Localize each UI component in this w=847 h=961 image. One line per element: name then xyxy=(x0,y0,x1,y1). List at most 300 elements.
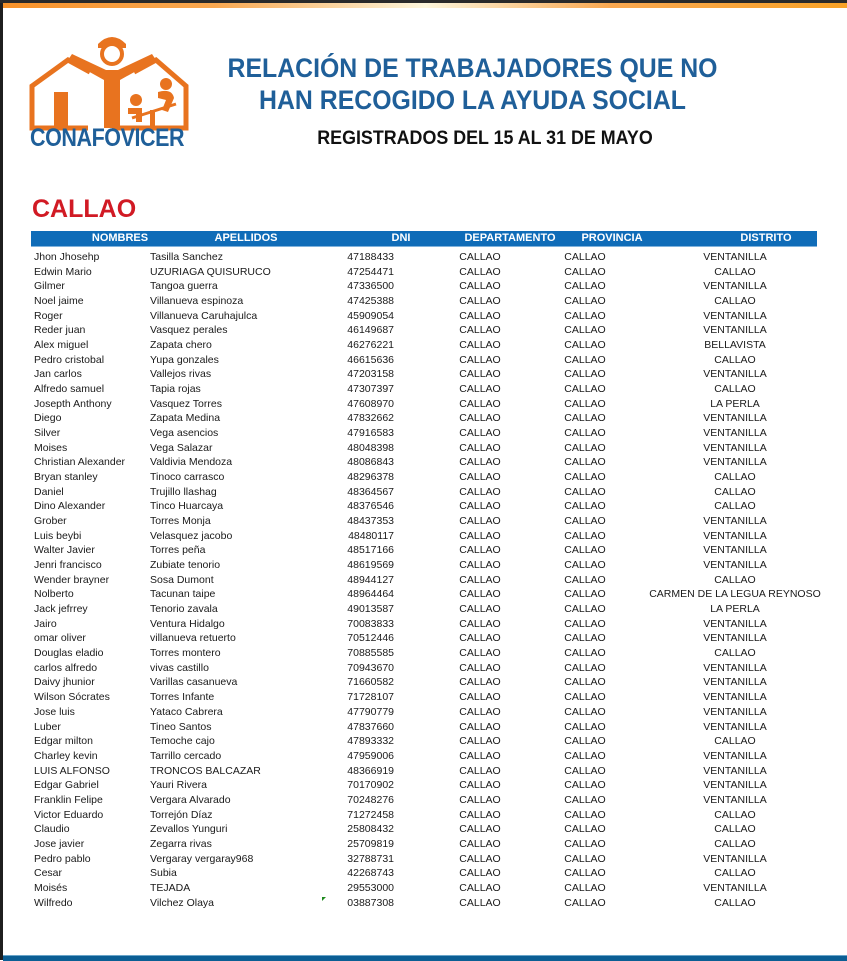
cell-nombres: Claudio xyxy=(34,823,70,836)
cell-distrito: CALLAO xyxy=(714,500,756,513)
cell-dni: 48437353 xyxy=(347,515,394,528)
table-row xyxy=(0,690,847,705)
cell-departamento: CALLAO xyxy=(459,456,501,469)
cell-nombres: Cesar xyxy=(34,867,63,880)
cell-dni: 48619569 xyxy=(347,559,394,572)
cell-dni: 48364567 xyxy=(347,485,394,498)
cell-dni: 47916583 xyxy=(347,427,394,440)
cell-distrito: VENTANILLA xyxy=(703,632,767,645)
cell-distrito: CALLAO xyxy=(714,735,756,748)
cell-apellidos: TEJADA xyxy=(150,881,191,894)
cell-apellidos: Torrejón Díaz xyxy=(150,808,213,821)
table-header xyxy=(31,231,817,247)
cell-nombres: Dino Alexander xyxy=(34,500,106,513)
cell-nombres: LUIS ALFONSO xyxy=(34,764,110,777)
cell-dni: 48944127 xyxy=(347,573,394,586)
table-row xyxy=(0,353,847,368)
cell-apellidos: Valdivia Mendoza xyxy=(150,456,233,469)
cell-nombres: carlos alfredo xyxy=(34,661,98,674)
cell-apellidos: Vasquez perales xyxy=(150,324,228,337)
cell-departamento: CALLAO xyxy=(459,588,501,601)
cell-distrito: VENTANILLA xyxy=(703,427,767,440)
cell-distrito: VENTANILLA xyxy=(703,368,767,381)
cell-provincia: CALLAO xyxy=(564,544,606,557)
table-row xyxy=(0,602,847,617)
cell-nombres: Reder juan xyxy=(34,324,86,337)
table-row xyxy=(0,529,847,544)
cell-apellidos: Vergaray vergaray968 xyxy=(150,852,254,865)
table-row xyxy=(0,294,847,309)
table-row xyxy=(0,470,847,485)
column-header-dni: DNI xyxy=(391,232,411,244)
cell-distrito: VENTANILLA xyxy=(703,544,767,557)
cell-dni: 48296378 xyxy=(347,471,394,484)
cell-dni: 29553000 xyxy=(347,881,394,894)
cell-dni: 25709819 xyxy=(347,837,394,850)
cell-provincia: CALLAO xyxy=(564,573,606,586)
table-row xyxy=(0,837,847,852)
cell-provincia: CALLAO xyxy=(564,397,606,410)
cell-provincia: CALLAO xyxy=(564,823,606,836)
cell-departamento: CALLAO xyxy=(459,603,501,616)
cell-distrito: VENTANILLA xyxy=(703,529,767,542)
cell-nombres: Bryan stanley xyxy=(34,471,98,484)
table-row xyxy=(0,441,847,456)
cell-distrito: VENTANILLA xyxy=(703,720,767,733)
cell-provincia: CALLAO xyxy=(564,749,606,762)
table-body xyxy=(0,250,847,910)
cell-dni: 48376546 xyxy=(347,500,394,513)
cell-distrito: VENTANILLA xyxy=(703,251,767,263)
cell-departamento: CALLAO xyxy=(459,661,501,674)
cell-dni: 48964464 xyxy=(347,588,394,601)
column-header-apellidos: APELLIDOS xyxy=(214,232,278,244)
cell-nombres: Edwin Mario xyxy=(34,265,92,278)
cell-distrito: CALLAO xyxy=(714,573,756,586)
cell-nombres: Wilson Sócrates xyxy=(34,691,110,704)
top-gradient-bar xyxy=(3,3,847,8)
cell-provincia: CALLAO xyxy=(564,661,606,674)
table-row xyxy=(0,397,847,412)
cell-provincia: CALLAO xyxy=(564,515,606,528)
cell-dni: 70512446 xyxy=(347,632,394,645)
cell-nombres: Wender brayner xyxy=(34,573,110,586)
cell-apellidos: Vasquez Torres xyxy=(150,397,222,410)
cell-nombres: Victor Eduardo xyxy=(34,808,104,821)
cell-distrito: VENTANILLA xyxy=(703,661,767,674)
cell-distrito: VENTANILLA xyxy=(703,309,767,322)
cell-dni: 70083833 xyxy=(347,617,394,630)
cell-departamento: CALLAO xyxy=(459,383,501,396)
cell-departamento: CALLAO xyxy=(459,559,501,572)
table-row xyxy=(0,543,847,558)
cell-distrito: CARMEN DE LA LEGUA REYNOSO xyxy=(649,588,821,601)
cell-apellidos: Tineo Santos xyxy=(150,720,212,733)
table-row xyxy=(0,808,847,823)
cell-departamento: CALLAO xyxy=(459,441,501,454)
cell-dni: 47893332 xyxy=(347,735,394,748)
cell-departamento: CALLAO xyxy=(459,544,501,557)
table-row xyxy=(0,558,847,573)
cell-nombres: Nolberto xyxy=(34,588,74,601)
table-row xyxy=(0,793,847,808)
table-row xyxy=(0,455,847,470)
cell-dni: 46276221 xyxy=(347,339,394,352)
cell-departamento: CALLAO xyxy=(459,280,501,293)
cell-nombres: Luis beybi xyxy=(34,529,82,542)
cell-apellidos: TRONCOS BALCAZAR xyxy=(150,764,261,777)
cell-nombres: Grober xyxy=(34,515,67,528)
cell-provincia: CALLAO xyxy=(564,295,606,308)
cell-apellidos: Varillas casanueva xyxy=(150,676,238,689)
cell-departamento: CALLAO xyxy=(459,881,501,894)
cell-nombres: Jan carlos xyxy=(34,368,82,381)
table-row xyxy=(0,661,847,676)
cell-departamento: CALLAO xyxy=(459,353,501,366)
table-row xyxy=(0,705,847,720)
cell-apellidos: Villanueva Caruhajulca xyxy=(150,309,258,322)
cell-nombres: Gilmer xyxy=(34,280,65,293)
cell-provincia: CALLAO xyxy=(564,808,606,821)
cell-apellidos: UZURIAGA QUISURUCO xyxy=(150,265,271,278)
column-header-departamento: DEPARTAMENTO xyxy=(464,232,556,244)
cell-nombres: Jack jefrrey xyxy=(34,603,88,616)
cell-distrito: CALLAO xyxy=(714,265,756,278)
table-row xyxy=(0,309,847,324)
cell-provincia: CALLAO xyxy=(564,764,606,777)
cell-distrito: VENTANILLA xyxy=(703,749,767,762)
cell-provincia: CALLAO xyxy=(564,324,606,337)
cell-apellidos: Tasilla Sanchez xyxy=(150,251,223,263)
cell-provincia: CALLAO xyxy=(564,779,606,792)
cell-marker xyxy=(322,897,326,901)
table-row xyxy=(0,881,847,896)
cell-departamento: CALLAO xyxy=(459,808,501,821)
cell-nombres: Silver xyxy=(34,427,61,440)
table-row xyxy=(0,573,847,588)
cell-provincia: CALLAO xyxy=(564,705,606,718)
cell-departamento: CALLAO xyxy=(459,515,501,528)
cell-provincia: CALLAO xyxy=(564,735,606,748)
cell-departamento: CALLAO xyxy=(459,251,501,263)
logo-text: CONAFOVICER xyxy=(30,124,185,152)
cell-apellidos: Tinco Huarcaya xyxy=(150,500,224,513)
cell-dni: 70885585 xyxy=(347,647,394,660)
cell-provincia: CALLAO xyxy=(564,309,606,322)
cell-dni: 47203158 xyxy=(347,368,394,381)
cell-nombres: Edgar milton xyxy=(34,735,93,748)
cell-nombres: Christian Alexander xyxy=(34,456,126,469)
cell-apellidos: Vega asencios xyxy=(150,427,219,440)
cell-distrito: VENTANILLA xyxy=(703,705,767,718)
cell-dni: 42268743 xyxy=(347,867,394,880)
cell-apellidos: Vallejos rivas xyxy=(150,368,212,381)
cell-provincia: CALLAO xyxy=(564,720,606,733)
cell-apellidos: Torres Infante xyxy=(150,691,215,704)
table-row xyxy=(0,675,847,690)
cell-dni: 49013587 xyxy=(347,603,394,616)
cell-apellidos: Subia xyxy=(150,867,177,880)
cell-apellidos: Villanueva espinoza xyxy=(150,295,244,308)
table-row xyxy=(0,866,847,881)
cell-distrito: CALLAO xyxy=(714,896,756,909)
cell-departamento: CALLAO xyxy=(459,793,501,806)
cell-provincia: CALLAO xyxy=(564,691,606,704)
cell-distrito: CALLAO xyxy=(714,485,756,498)
cell-provincia: CALLAO xyxy=(564,647,606,660)
cell-provincia: CALLAO xyxy=(564,896,606,909)
cell-dni: 47336500 xyxy=(347,280,394,293)
cell-nombres: Franklin Felipe xyxy=(34,793,103,806)
table-row xyxy=(0,338,847,353)
cell-nombres: Alfredo samuel xyxy=(34,383,105,396)
table-row xyxy=(0,852,847,867)
cell-apellidos: Yataco Cabrera xyxy=(150,705,223,718)
cell-provincia: CALLAO xyxy=(564,588,606,601)
table-row xyxy=(0,367,847,382)
cell-departamento: CALLAO xyxy=(459,632,501,645)
bottom-bar xyxy=(3,955,847,961)
cell-apellidos: Tinoco carrasco xyxy=(150,471,225,484)
cell-departamento: CALLAO xyxy=(459,720,501,733)
cell-nombres: Wilfredo xyxy=(34,896,73,909)
cell-nombres: Jhon Jhosehp xyxy=(34,251,100,263)
table-row xyxy=(0,617,847,632)
cell-apellidos: Tarrillo cercado xyxy=(150,749,222,762)
cell-departamento: CALLAO xyxy=(459,529,501,542)
cell-departamento: CALLAO xyxy=(459,324,501,337)
table-row xyxy=(0,822,847,837)
cell-nombres: Moisés xyxy=(34,881,68,894)
cell-distrito: BELLAVISTA xyxy=(704,339,766,352)
cell-provincia: CALLAO xyxy=(564,368,606,381)
cell-distrito: VENTANILLA xyxy=(703,412,767,425)
logo-door xyxy=(54,92,68,128)
cell-apellidos: Ventura Hidalgo xyxy=(150,617,225,630)
cell-departamento: CALLAO xyxy=(459,823,501,836)
title-line-1: RELACIÓN DE TRABAJADORES QUE NO xyxy=(227,53,718,83)
cell-apellidos: Vega Salazar xyxy=(150,441,213,454)
cell-nombres: Luber xyxy=(34,720,61,733)
table-row xyxy=(0,646,847,661)
cell-dni: 71728107 xyxy=(347,691,394,704)
cell-distrito: VENTANILLA xyxy=(703,793,767,806)
cell-apellidos: Torres peña xyxy=(150,544,206,557)
cell-distrito: CALLAO xyxy=(714,837,756,850)
cell-distrito: LA PERLA xyxy=(710,603,760,616)
column-header-distrito: DISTRITO xyxy=(740,232,792,244)
cell-departamento: CALLAO xyxy=(459,471,501,484)
cell-distrito: CALLAO xyxy=(714,353,756,366)
cell-departamento: CALLAO xyxy=(459,779,501,792)
table-row xyxy=(0,631,847,646)
cell-departamento: CALLAO xyxy=(459,412,501,425)
cell-dni: 47307397 xyxy=(347,383,394,396)
cell-provincia: CALLAO xyxy=(564,500,606,513)
cell-distrito: CALLAO xyxy=(714,471,756,484)
table-row xyxy=(0,411,847,426)
cell-apellidos: Zegarra rivas xyxy=(150,837,212,850)
cell-distrito: VENTANILLA xyxy=(703,456,767,469)
cell-provincia: CALLAO xyxy=(564,485,606,498)
cell-apellidos: Velasquez jacobo xyxy=(150,529,233,542)
cell-departamento: CALLAO xyxy=(459,309,501,322)
cell-dni: 70943670 xyxy=(347,661,394,674)
cell-provincia: CALLAO xyxy=(564,339,606,352)
title-line-2: HAN RECOGIDO LA AYUDA SOCIAL xyxy=(259,85,686,115)
cell-provincia: CALLAO xyxy=(564,427,606,440)
cell-dni: 48480117 xyxy=(348,529,394,542)
table-row xyxy=(0,382,847,397)
table-row xyxy=(0,734,847,749)
table-row xyxy=(0,279,847,294)
cell-departamento: CALLAO xyxy=(459,427,501,440)
cell-nombres: Pedro pablo xyxy=(34,852,91,865)
cell-departamento: CALLAO xyxy=(459,676,501,689)
cell-departamento: CALLAO xyxy=(459,852,501,865)
cell-provincia: CALLAO xyxy=(564,632,606,645)
cell-departamento: CALLAO xyxy=(459,265,501,278)
cell-dni: 47790779 xyxy=(347,705,394,718)
cell-provincia: CALLAO xyxy=(564,251,606,263)
cell-dni: 47959006 xyxy=(347,749,394,762)
column-header-nombres: NOMBRES xyxy=(91,232,149,244)
table-row xyxy=(0,499,847,514)
cell-dni: 70248276 xyxy=(347,793,394,806)
cell-provincia: CALLAO xyxy=(564,852,606,865)
cell-provincia: CALLAO xyxy=(564,412,606,425)
cell-distrito: CALLAO xyxy=(714,823,756,836)
cell-departamento: CALLAO xyxy=(459,837,501,850)
cell-apellidos: Tangoa guerra xyxy=(150,280,218,293)
cell-dni: 47837660 xyxy=(347,720,394,733)
cell-distrito: CALLAO xyxy=(714,295,756,308)
cell-apellidos: villanueva retuerto xyxy=(150,632,236,645)
cell-dni: 47188433 xyxy=(347,251,394,263)
cell-nombres: Jose javier xyxy=(34,837,85,850)
table-row xyxy=(0,896,847,911)
cell-distrito: CALLAO xyxy=(714,647,756,660)
cell-nombres: Daniel xyxy=(34,485,64,498)
cell-dni: 32788731 xyxy=(347,852,394,865)
cell-dni: 48366919 xyxy=(347,764,394,777)
cell-distrito: VENTANILLA xyxy=(703,852,767,865)
cell-dni: 03887308 xyxy=(347,896,394,909)
cell-apellidos: Zapata Medina xyxy=(150,412,221,425)
cell-departamento: CALLAO xyxy=(459,573,501,586)
cell-nombres: Edgar Gabriel xyxy=(34,779,99,792)
cell-dni: 25808432 xyxy=(347,823,394,836)
cell-dni: 47608970 xyxy=(347,397,394,410)
cell-distrito: VENTANILLA xyxy=(703,280,767,293)
cell-nombres: Diego xyxy=(34,412,62,425)
cell-provincia: CALLAO xyxy=(564,353,606,366)
cell-dni: 47254471 xyxy=(347,265,394,278)
cell-apellidos: Zevallos Yunguri xyxy=(150,823,228,836)
cell-apellidos: Vergara Alvarado xyxy=(150,793,231,806)
cell-apellidos: Torres montero xyxy=(150,647,221,660)
cell-dni: 48048398 xyxy=(347,441,394,454)
cell-provincia: CALLAO xyxy=(564,617,606,630)
cell-dni: 46615636 xyxy=(347,353,394,366)
cell-provincia: CALLAO xyxy=(564,676,606,689)
cell-nombres: Noel jaime xyxy=(34,295,84,308)
cell-departamento: CALLAO xyxy=(459,295,501,308)
cell-departamento: CALLAO xyxy=(459,647,501,660)
cell-apellidos: Yupa gonzales xyxy=(150,353,219,366)
cell-provincia: CALLAO xyxy=(564,793,606,806)
column-header-provincia: PROVINCIA xyxy=(581,232,643,244)
cell-departamento: CALLAO xyxy=(459,749,501,762)
cell-nombres: Douglas eladio xyxy=(34,647,104,660)
cell-provincia: CALLAO xyxy=(564,471,606,484)
table-row xyxy=(0,250,847,265)
cell-nombres: Charley kevin xyxy=(34,749,98,762)
cell-departamento: CALLAO xyxy=(459,705,501,718)
cell-provincia: CALLAO xyxy=(564,867,606,880)
cell-departamento: CALLAO xyxy=(459,896,501,909)
cell-distrito: VENTANILLA xyxy=(703,676,767,689)
cell-apellidos: Zapata chero xyxy=(150,339,212,352)
cell-nombres: omar oliver xyxy=(34,632,86,645)
cell-distrito: CALLAO xyxy=(714,808,756,821)
cell-nombres: Alex miguel xyxy=(34,339,89,352)
table-row xyxy=(0,749,847,764)
cell-nombres: Josepth Anthony xyxy=(34,397,112,410)
table-row xyxy=(0,323,847,338)
table-row xyxy=(0,778,847,793)
cell-provincia: CALLAO xyxy=(564,441,606,454)
cell-apellidos: vivas castillo xyxy=(150,661,209,674)
cell-nombres: Daivy jhunior xyxy=(34,676,95,689)
cell-dni: 48086843 xyxy=(347,456,394,469)
cell-distrito: VENTANILLA xyxy=(703,559,767,572)
cell-apellidos: Tapia rojas xyxy=(150,383,201,396)
cell-dni: 70170902 xyxy=(347,779,394,792)
cell-departamento: CALLAO xyxy=(459,691,501,704)
cell-apellidos: Torres Monja xyxy=(150,515,211,528)
cell-apellidos: Tacunan taipe xyxy=(150,588,216,601)
cell-apellidos: Trujillo llashag xyxy=(150,485,217,498)
cell-provincia: CALLAO xyxy=(564,265,606,278)
cell-dni: 48517166 xyxy=(347,544,394,557)
cell-departamento: CALLAO xyxy=(459,339,501,352)
cell-dni: 47425388 xyxy=(347,295,394,308)
table-row xyxy=(0,720,847,735)
page-title xyxy=(222,52,723,116)
cell-distrito: VENTANILLA xyxy=(703,764,767,777)
cell-provincia: CALLAO xyxy=(564,837,606,850)
cell-nombres: Jairo xyxy=(34,617,57,630)
cell-dni: 71272458 xyxy=(347,808,394,821)
table-row xyxy=(0,426,847,441)
cell-apellidos: Yauri Rivera xyxy=(150,779,207,792)
cell-departamento: CALLAO xyxy=(459,500,501,513)
cell-dni: 47832662 xyxy=(347,412,394,425)
cell-distrito: LA PERLA xyxy=(710,397,760,410)
cell-distrito: VENTANILLA xyxy=(703,515,767,528)
cell-distrito: CALLAO xyxy=(714,867,756,880)
cell-nombres: Jenri francisco xyxy=(34,559,102,572)
cell-distrito: CALLAO xyxy=(714,383,756,396)
cell-nombres: Pedro cristobal xyxy=(34,353,105,366)
section-title: CALLAO xyxy=(32,195,137,223)
cell-distrito: VENTANILLA xyxy=(703,881,767,894)
cell-provincia: CALLAO xyxy=(564,881,606,894)
cell-apellidos: Temoche cajo xyxy=(150,735,215,748)
cell-provincia: CALLAO xyxy=(564,559,606,572)
cell-dni: 46149687 xyxy=(347,324,394,337)
